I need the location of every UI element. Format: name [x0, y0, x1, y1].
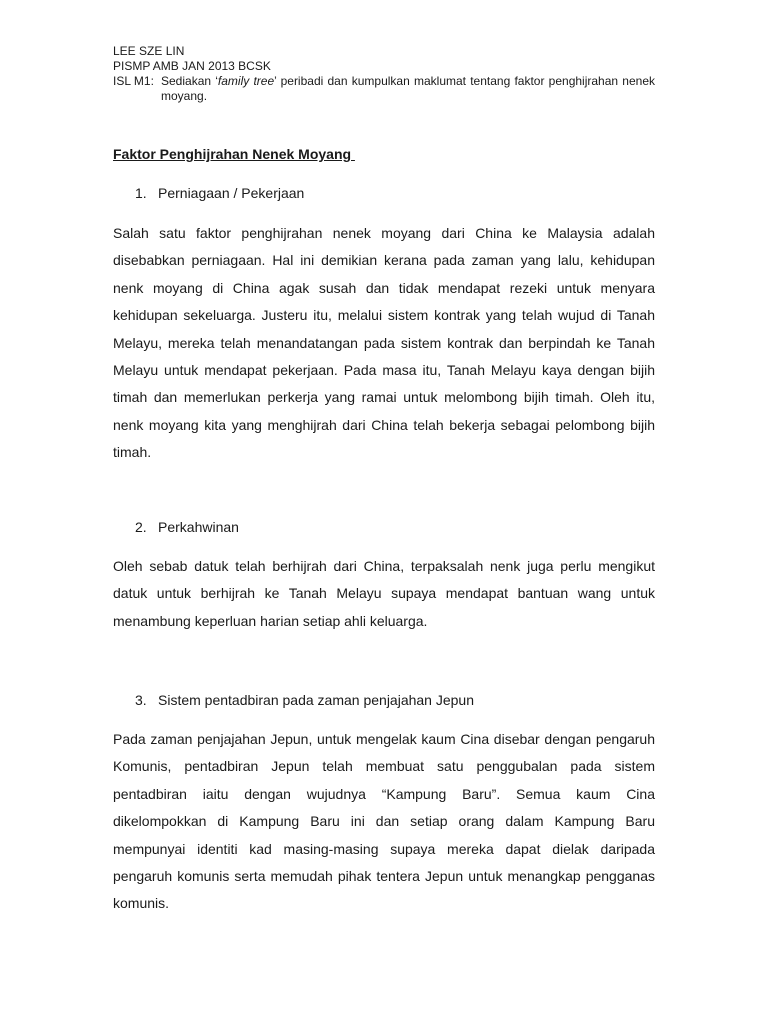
- task-text-before: Sediakan ‘: [161, 74, 218, 88]
- task-text-after: ’ peribadi dan kumpulkan maklumat tentang faktor penghijrahan nenek moyang.: [161, 74, 655, 103]
- section-heading-text: Perkahwinan: [158, 519, 239, 535]
- section-paragraph-3: Pada zaman penjajahan Jepun, untuk mengelak kaum Cina disebar dengan pengaruh Komunis, pentadbiran Jepun telah membuat satu penggubalan pada sistem pentadbiran iaitu dengan wujudnya “Kampung Baru”. Semua kaum Cina dikelompokkan di Kampung Baru ini dan setiap orang dalam Kampung Baru mempunyai identiti kad masing-masing supaya mereka dapat dielak daripada pengaruh komunis serta memudah pihak tentera Jepun untuk menangkap pengganas komunis.: [113, 731, 655, 912]
- section-number: 1.: [135, 185, 147, 201]
- section-heading-text: Sistem pentadbiran pada zaman penjajahan Jepun: [158, 692, 475, 708]
- section-number: 2.: [135, 519, 147, 535]
- section-heading-text: Perniagaan / Pekerjaan: [158, 185, 305, 201]
- program-code: PISMP AMB JAN 2013 BCSK: [113, 59, 271, 73]
- section-paragraph-2: Oleh sebab datuk telah berhijrah dari China, terpaksalah nenk juga perlu mengikut datuk untuk berhijrah ke Tanah Melayu supaya mendapat bantuan wang untuk menambung keperluan harian setiap ahli keluarga.: [113, 558, 655, 629]
- section-heading-3: [135, 690, 474, 710]
- document-header: [113, 44, 655, 104]
- section-heading-2: [135, 517, 239, 537]
- author-name: LEE SZE LIN: [113, 44, 185, 58]
- task-text-italic: family tree: [217, 74, 275, 88]
- document-title: Faktor Penghijrahan Nenek Moyang: [113, 146, 355, 162]
- section-heading-1: [135, 183, 304, 203]
- task-description: [161, 74, 655, 104]
- task-label: ISL M1:: [113, 74, 154, 88]
- section-paragraph-1: Salah satu faktor penghijrahan nenek moyang dari China ke Malaysia adalah disebabkan perniagaan. Hal ini demikian kerana pada zaman yang lalu, kehidupan nenk moyang di China agak susah dan tidak mendapat rezeki untuk menyara kehidupan sekeluarga. Justeru itu, melalui sistem kontrak yang telah wujud di Tanah Melayu, mereka telah menandatangan pada sistem kontrak dan berpindah ke Tanah Melayu untuk mendapat pekerjaan. Pada masa itu, Tanah Melayu kaya dengan bijih timah dan memerlukan perkerja yang ramai untuk melombong bijih timah. Oleh itu, nenk moyang kita yang menghijrah dari China telah bekerja sebagai pelombong bijih timah.: [113, 225, 655, 461]
- section-number: 3.: [135, 692, 147, 708]
- task-row: [113, 74, 655, 104]
